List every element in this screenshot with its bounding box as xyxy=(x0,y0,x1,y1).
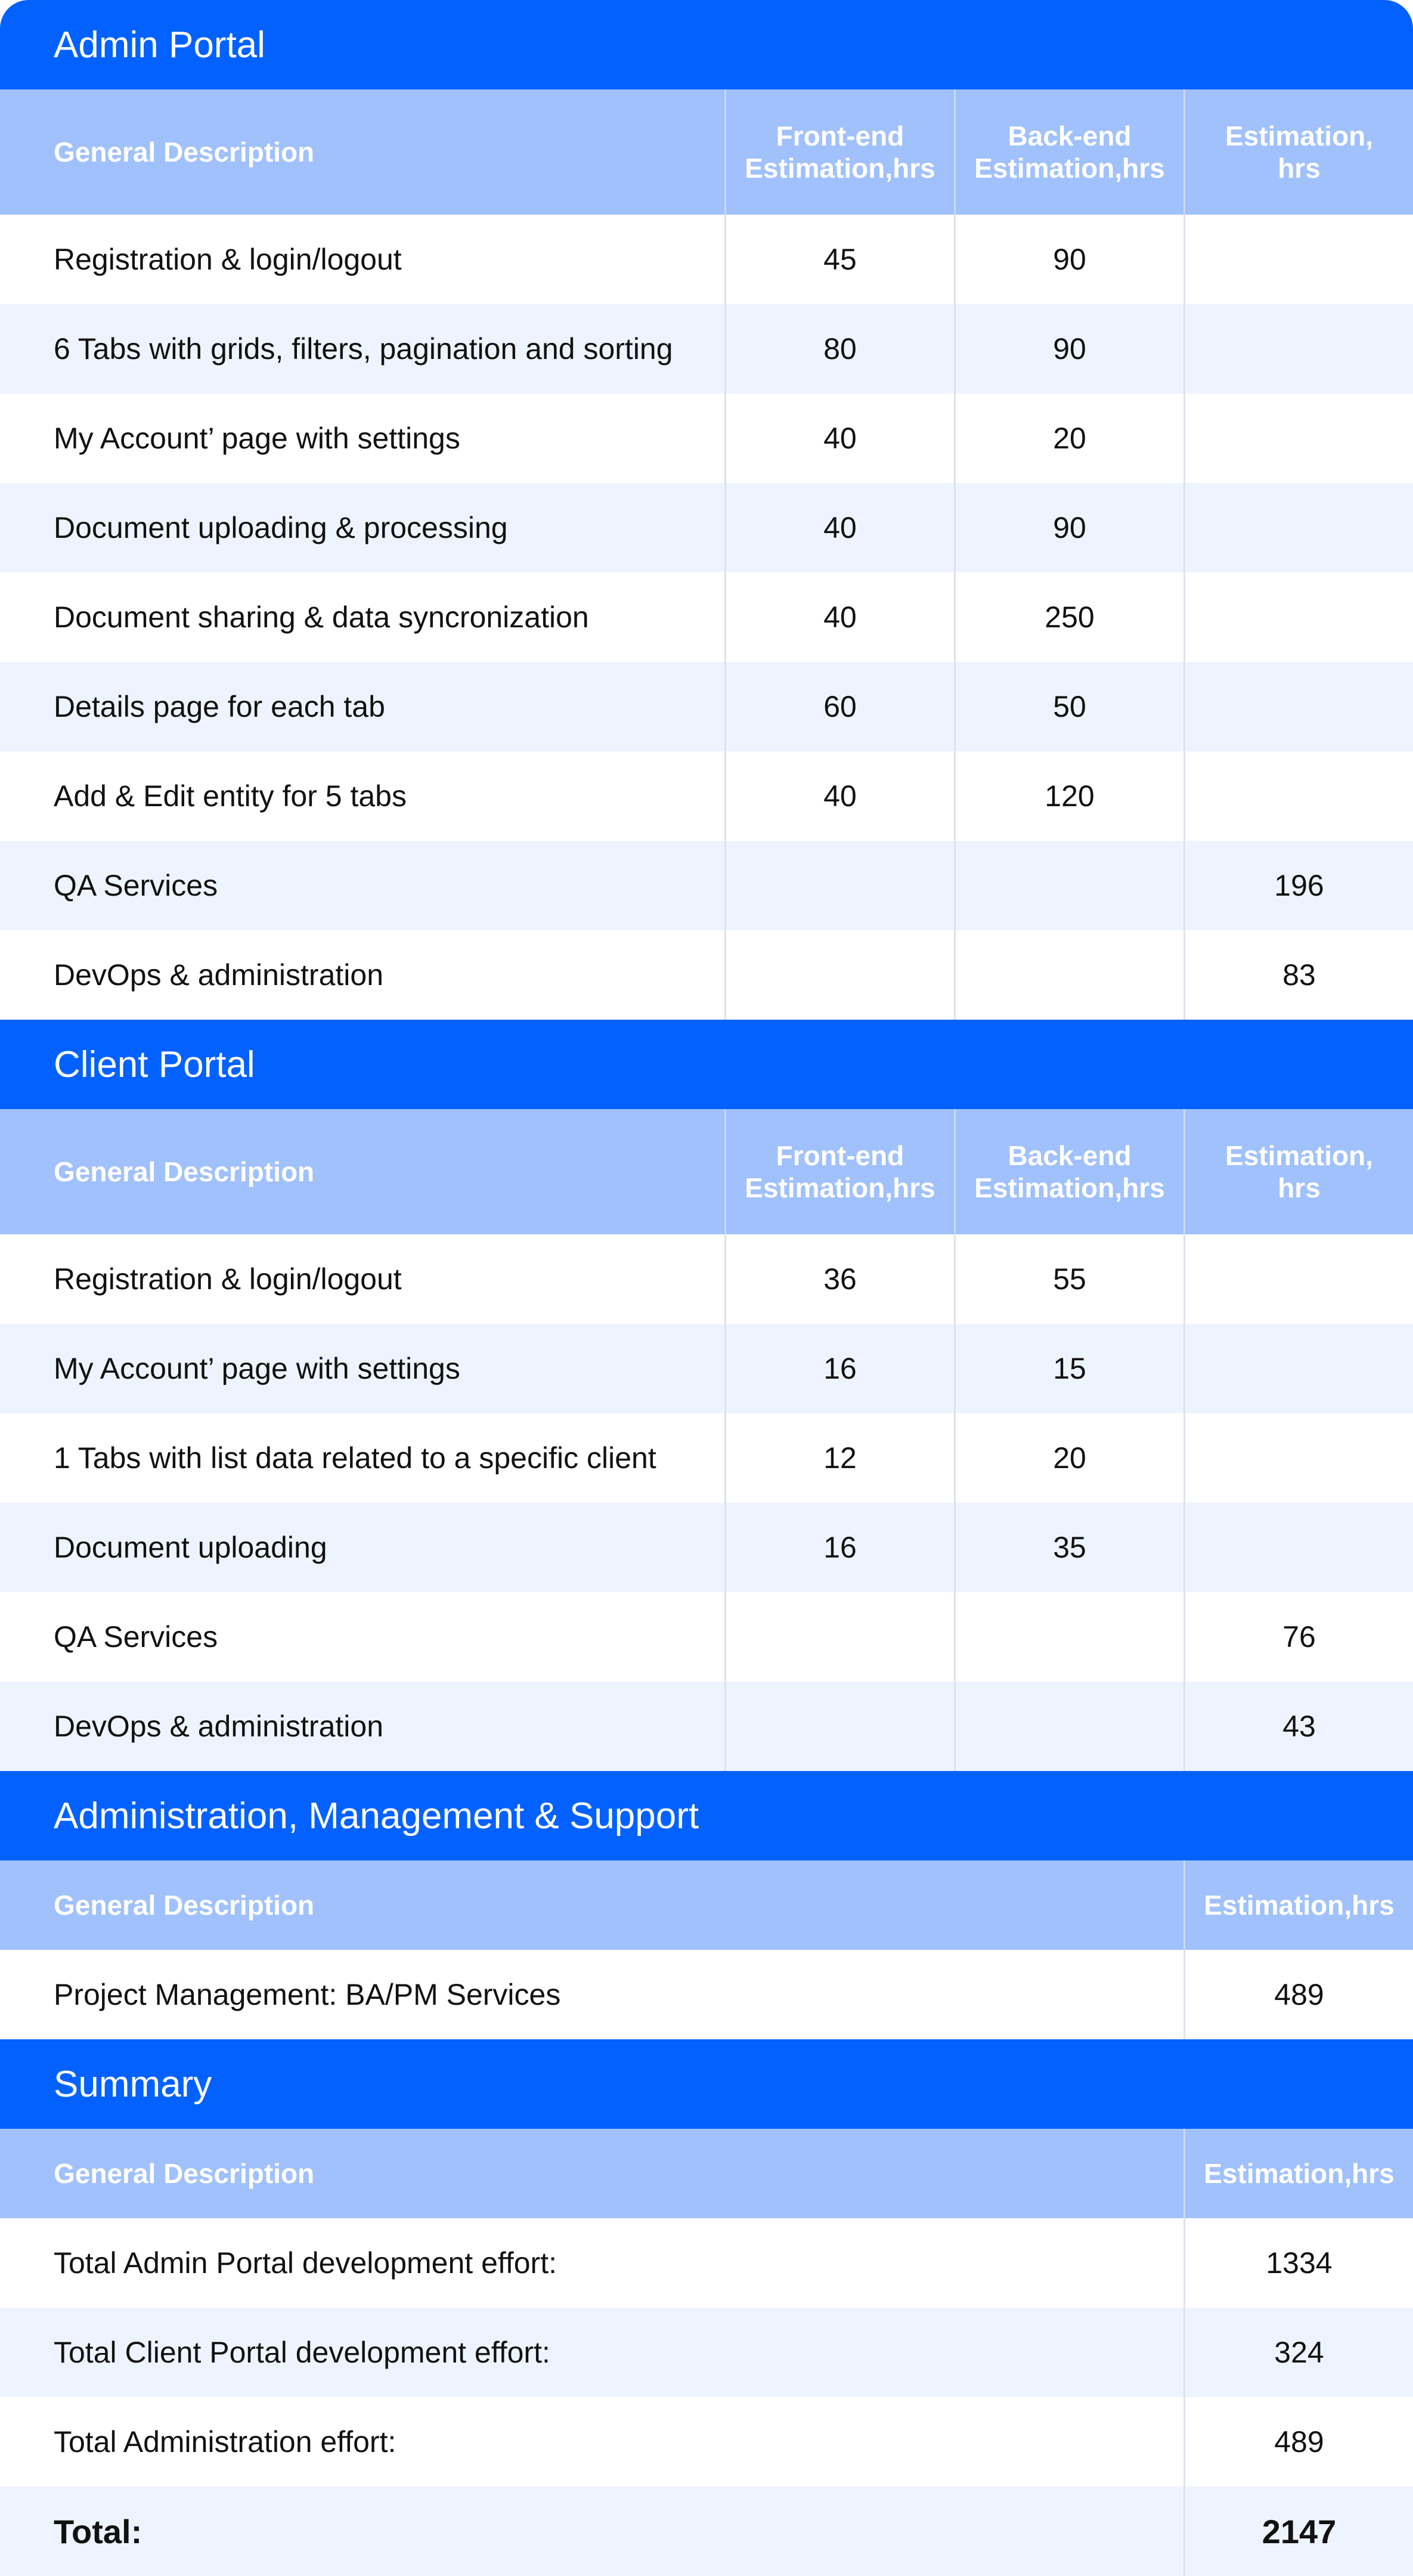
row-estimation-hours: 196 xyxy=(1183,841,1413,930)
table-header xyxy=(0,89,1413,215)
row-back-end-hours: 20 xyxy=(954,1413,1183,1503)
table-row xyxy=(0,930,1413,1020)
row-estimation-hours xyxy=(1183,304,1413,394)
header-general-description: General Description xyxy=(54,1890,315,1921)
row-description: QA Services xyxy=(54,869,218,902)
table-row xyxy=(0,1592,1413,1682)
row-back-end-hours: 120 xyxy=(954,751,1183,841)
row-estimation-hours xyxy=(1183,1234,1413,1324)
header-back-end-estimation xyxy=(954,89,1183,215)
row-front-end-hours xyxy=(724,841,954,930)
row-front-end-hours: 60 xyxy=(724,662,954,751)
row-estimation-hours: 43 xyxy=(1183,1682,1413,1771)
table-row xyxy=(0,2308,1413,2397)
header-estimation: Estimation,hrs xyxy=(1183,2129,1413,2218)
row-front-end-hours xyxy=(724,930,954,1020)
table-row xyxy=(0,1682,1413,1771)
section-title-client-portal: Client Portal xyxy=(0,1020,1413,1109)
table-row xyxy=(0,2218,1413,2308)
total-label: Total: xyxy=(54,2512,142,2550)
header-estimation xyxy=(1183,1109,1413,1234)
header-front-end-estimation xyxy=(724,1109,954,1234)
row-back-end-hours: 35 xyxy=(954,1503,1183,1592)
row-estimation-hours xyxy=(1183,394,1413,483)
row-description: 6 Tabs with grids, filters, pagination and sorting xyxy=(54,332,673,366)
row-description: DevOps & administration xyxy=(54,1710,384,1743)
header-general-description: General Description xyxy=(54,1156,315,1187)
row-estimation-hours xyxy=(1183,751,1413,841)
row-description: Registration & login/logout xyxy=(54,1262,402,1296)
row-front-end-hours: 16 xyxy=(724,1503,954,1592)
row-description: 1 Tabs with list data related to a specific client xyxy=(54,1441,656,1475)
table-row xyxy=(0,572,1413,662)
total-row xyxy=(0,2487,1413,2576)
row-back-end-hours xyxy=(954,930,1183,1020)
table-row xyxy=(0,1324,1413,1413)
table-row xyxy=(0,662,1413,751)
header-estimation xyxy=(1183,89,1413,215)
row-front-end-hours: 40 xyxy=(724,751,954,841)
header-estimation-label: Estimation, hrs xyxy=(1225,120,1373,184)
row-estimation-hours: 489 xyxy=(1183,1950,1413,2039)
row-estimation-hours xyxy=(1183,215,1413,304)
table-row xyxy=(0,215,1413,304)
row-estimation-hours: 489 xyxy=(1183,2397,1413,2487)
table-row xyxy=(0,1413,1413,1503)
table-row xyxy=(0,841,1413,930)
row-description: Total Administration effort: xyxy=(54,2425,396,2459)
header-back-end-estimation xyxy=(954,1109,1183,1234)
section-title-summary: Summary xyxy=(0,2039,1413,2129)
table-row xyxy=(0,483,1413,572)
row-back-end-hours: 250 xyxy=(954,572,1183,662)
row-front-end-hours: 40 xyxy=(724,394,954,483)
row-back-end-hours: 50 xyxy=(954,662,1183,751)
row-back-end-hours: 90 xyxy=(954,304,1183,394)
row-back-end-hours: 90 xyxy=(954,215,1183,304)
row-front-end-hours: 40 xyxy=(724,483,954,572)
header-back-end-estimation-label: Back-end Estimation,hrs xyxy=(974,1140,1165,1203)
row-front-end-hours xyxy=(724,1682,954,1771)
row-front-end-hours: 80 xyxy=(724,304,954,394)
row-estimation-hours: 76 xyxy=(1183,1592,1413,1682)
row-front-end-hours: 12 xyxy=(724,1413,954,1503)
table-row xyxy=(0,1234,1413,1324)
row-back-end-hours: 20 xyxy=(954,394,1183,483)
table-row xyxy=(0,1503,1413,1592)
header-estimation-label: Estimation, hrs xyxy=(1225,1140,1373,1203)
section-title-admin-portal: Admin Portal xyxy=(0,0,1413,89)
total-value: 2147 xyxy=(1183,2487,1413,2576)
table-row xyxy=(0,1950,1413,2039)
row-description: Total Admin Portal development effort: xyxy=(54,2246,557,2280)
row-estimation-hours xyxy=(1183,572,1413,662)
header-front-end-estimation-label: Front-end Estimation,hrs xyxy=(745,120,935,184)
row-estimation-hours: 83 xyxy=(1183,930,1413,1020)
row-back-end-hours xyxy=(954,841,1183,930)
row-front-end-hours: 16 xyxy=(724,1324,954,1413)
table-row xyxy=(0,751,1413,841)
row-description: Project Management: BA/PM Services xyxy=(54,1978,561,2011)
row-estimation-hours xyxy=(1183,1503,1413,1592)
row-back-end-hours xyxy=(954,1682,1183,1771)
row-description: QA Services xyxy=(54,1620,218,1654)
header-estimation: Estimation,hrs xyxy=(1183,1860,1413,1950)
row-estimation-hours xyxy=(1183,662,1413,751)
table-header xyxy=(0,1109,1413,1234)
row-description: Document uploading & processing xyxy=(54,511,508,544)
row-description: Document uploading xyxy=(54,1531,327,1564)
row-description: My Account’ page with settings xyxy=(54,1352,460,1385)
section-title-administration: Administration, Management & Support xyxy=(0,1771,1413,1860)
header-general-description: General Description xyxy=(54,137,315,168)
row-estimation-hours: 324 xyxy=(1183,2308,1413,2397)
row-description: Registration & login/logout xyxy=(54,243,402,276)
row-back-end-hours: 55 xyxy=(954,1234,1183,1324)
header-back-end-estimation-label: Back-end Estimation,hrs xyxy=(974,120,1165,184)
row-description: Details page for each tab xyxy=(54,690,385,723)
row-description: My Account’ page with settings xyxy=(54,422,460,455)
table-row xyxy=(0,394,1413,483)
header-front-end-estimation-label: Front-end Estimation,hrs xyxy=(745,1140,935,1203)
table-header xyxy=(0,1860,1413,1950)
table-row xyxy=(0,304,1413,394)
row-description: DevOps & administration xyxy=(54,958,384,992)
row-front-end-hours: 40 xyxy=(724,572,954,662)
header-general-description: General Description xyxy=(54,2158,315,2189)
table-header xyxy=(0,2129,1413,2218)
row-description: Total Client Portal development effort: xyxy=(54,2336,550,2369)
row-description: Document sharing & data syncronization xyxy=(54,600,589,634)
row-estimation-hours: 1334 xyxy=(1183,2218,1413,2308)
row-front-end-hours xyxy=(724,1592,954,1682)
row-description: Add & Edit entity for 5 tabs xyxy=(54,779,407,813)
row-front-end-hours: 36 xyxy=(724,1234,954,1324)
row-front-end-hours: 45 xyxy=(724,215,954,304)
row-back-end-hours: 90 xyxy=(954,483,1183,572)
table-row xyxy=(0,2397,1413,2487)
row-estimation-hours xyxy=(1183,1413,1413,1503)
row-estimation-hours xyxy=(1183,483,1413,572)
row-back-end-hours: 15 xyxy=(954,1324,1183,1413)
row-estimation-hours xyxy=(1183,1324,1413,1413)
row-back-end-hours xyxy=(954,1592,1183,1682)
header-front-end-estimation xyxy=(724,89,954,215)
